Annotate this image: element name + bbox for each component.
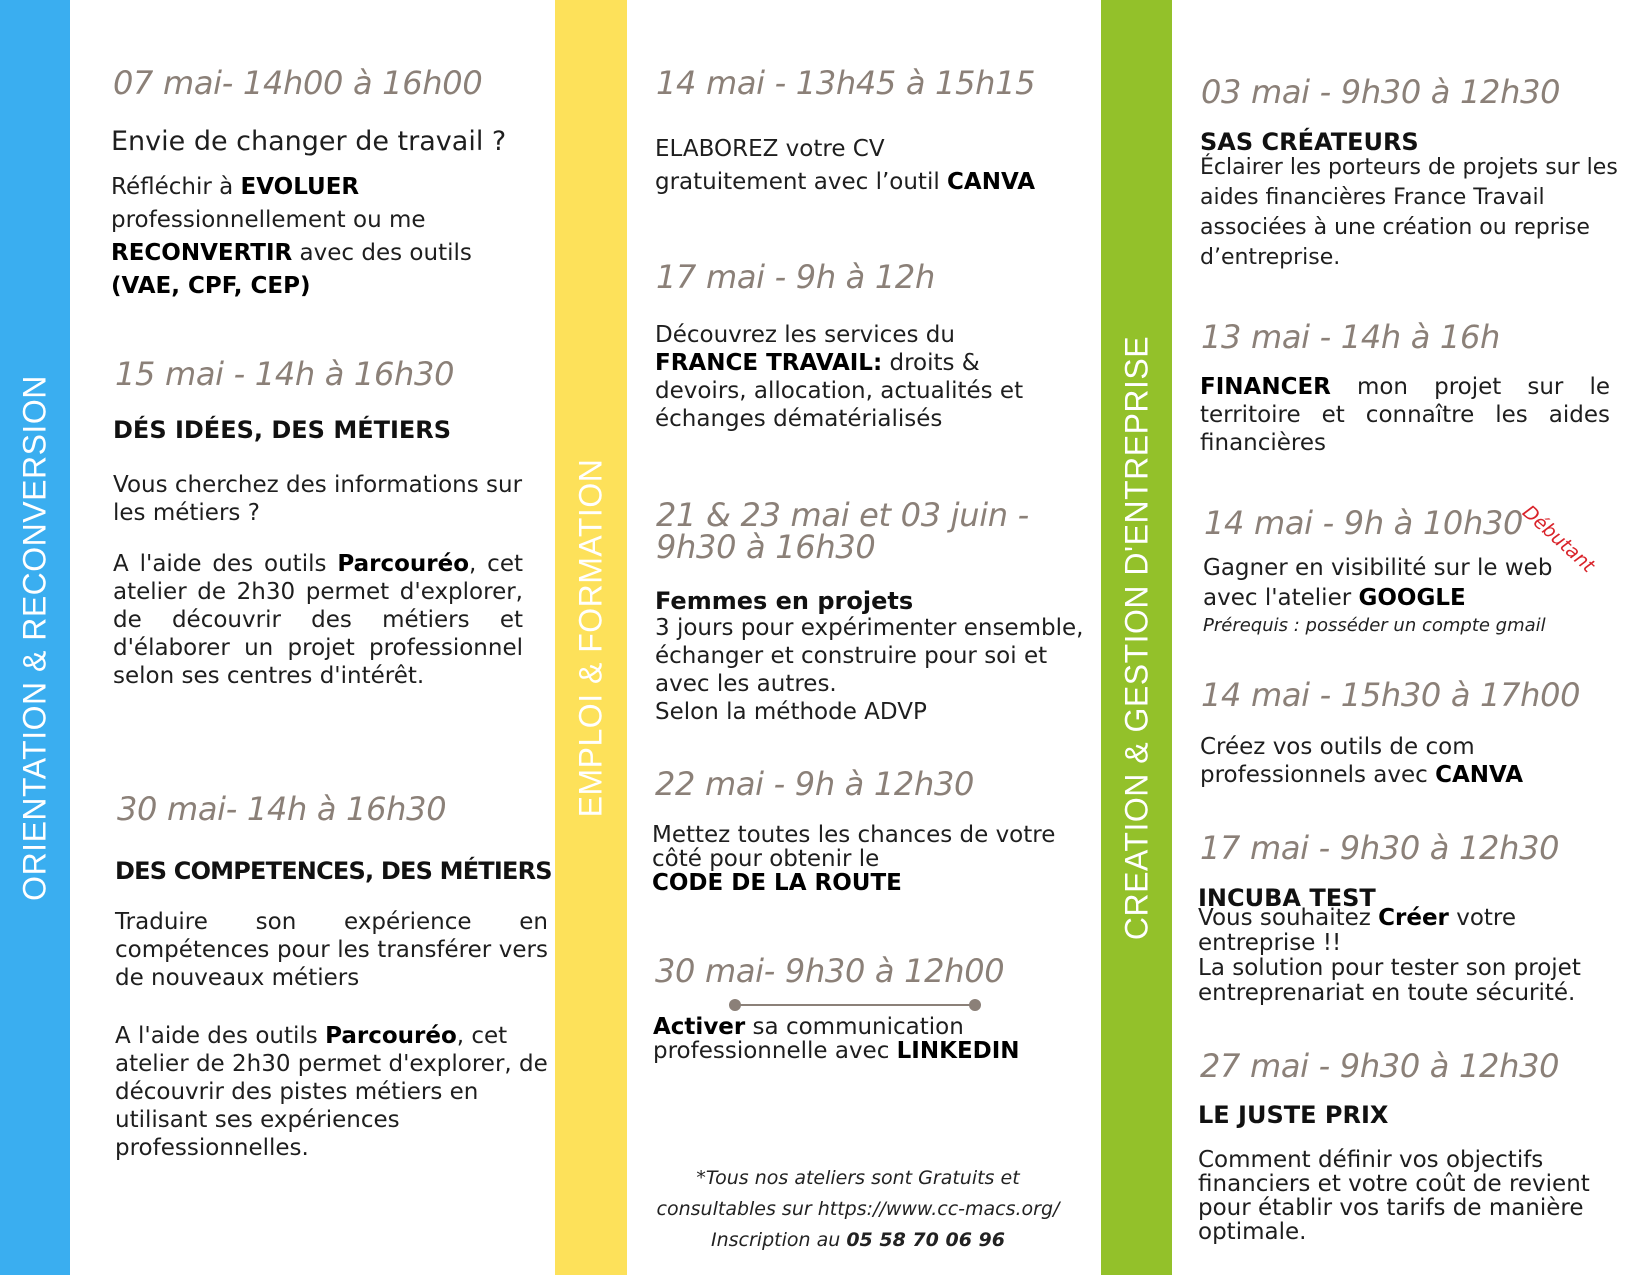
event-date: 14 mai - 13h45 à 15h15: [656, 64, 1036, 102]
event-description: A l'aide des outils Parcouréo, cet atelier de 2h30 permet d'explorer, de découvrir des pistes métiers en utilisant ses expériences professionnelles.: [115, 1023, 548, 1161]
event-title: SAS CRÉATEURS: [1200, 128, 1419, 156]
event-date: 07 mai- 14h00 à 16h00: [113, 64, 483, 102]
event-description: ELABOREZ votre CV gratuitement avec l’outil CANVA: [655, 136, 1036, 195]
event-title: DÉS IDÉES, DES MÉTIERS: [113, 416, 452, 444]
event-date: 17 mai - 9h30 à 12h30: [1200, 829, 1560, 867]
footer-line: *Tous nos ateliers sont Gratuits et: [696, 1167, 1020, 1189]
footer-note: [628, 1163, 1088, 1256]
event-title: DES COMPETENCES, DES MÉTIERS: [115, 857, 552, 885]
event-title: INCUBA TEST: [1198, 884, 1376, 912]
divider-dot: [729, 999, 741, 1011]
event-description: Découvrez les services du FRANCE TRAVAIL: droits & devoirs, allocation, actualités et échanges dématérialisés: [655, 322, 1024, 432]
event-description: Activer sa communication professionnelle avec LINKEDIN: [653, 1014, 1020, 1064]
prerequisite-note: Prérequis : posséder un compte gmail: [1203, 615, 1546, 636]
event-description: Réfléchir à EVOLUER professionnellement ou me RECONVERTIR avec des outils (VAE, CPF, CEP): [111, 174, 472, 299]
event-title: Femmes en projets: [655, 587, 914, 615]
event-description: Vous cherchez des informations sur les métiers ?: [113, 472, 523, 526]
beginner-badge: Débutant: [1518, 501, 1599, 577]
event-date: 30 mai- 14h à 16h30: [117, 790, 447, 828]
footer-line: Inscription au 05 58 70 06 96: [711, 1229, 1005, 1251]
event-date: 13 mai - 14h à 16h: [1201, 318, 1501, 356]
event-description: 3 jours pour expérimenter ensemble, échanger et construire pour soi et avec les autres. Selon la méthode ADVP: [655, 615, 1084, 725]
event-date: 27 mai - 9h30 à 12h30: [1200, 1047, 1560, 1085]
event-date: 9h30 à 16h30: [656, 528, 876, 566]
event-date: 17 mai - 9h à 12h: [656, 258, 935, 296]
phone-number: 05 58 70 06 96: [846, 1229, 1005, 1251]
event-description: Créez vos outils de com professionnels avec CANVA: [1200, 734, 1524, 788]
event-description: Gagner en visibilité sur le web avec l'atelier GOOGLE: [1203, 555, 1553, 611]
event-description: Comment définir vos objectifs financiers et votre coût de revient pour établir vos tarifs de manière optimale.: [1198, 1147, 1590, 1245]
event-date: 15 mai - 14h à 16h30: [115, 355, 455, 393]
band-orientation: [0, 0, 70, 1275]
event-description: Mettez toutes les chances de votre côté pour obtenir le CODE DE LA ROUTE: [652, 822, 1056, 896]
band-creation-label: CREATION & GESTION D'ENTREPRISE: [1118, 335, 1154, 940]
event-date: 22 mai - 9h à 12h30: [655, 765, 975, 803]
event-date: 14 mai - 15h30 à 17h00: [1201, 676, 1581, 714]
event-description: FINANCER mon projet sur le territoire et connaître les aides financières: [1200, 374, 1610, 456]
band-emploi: [555, 0, 627, 1275]
event-date: 03 mai - 9h30 à 12h30: [1201, 73, 1561, 111]
footer-line: consultables sur https://www.cc-macs.org/: [656, 1198, 1060, 1220]
event-date: 14 mai - 9h à 10h30: [1204, 504, 1524, 542]
band-orientation-label: ORIENTATION & RECONVERSION: [16, 374, 53, 901]
event-description: Éclairer les porteurs de projets sur les aides financières France Travail associées à une création ou reprise d’entreprise.: [1200, 155, 1618, 270]
event-date: 21 & 23 mai et 03 juin -: [656, 496, 1029, 534]
divider: [735, 1004, 975, 1006]
band-emploi-label: EMPLOI & FORMATION: [572, 458, 609, 817]
event-date: 30 mai- 9h30 à 12h00: [655, 952, 1005, 990]
event-description: A l'aide des outils Parcouréo, cet atelier de 2h30 permet d'explorer, de découvrir des métiers et d'élaborer un projet professionnel selon ses centres d'intérêt.: [113, 551, 523, 689]
event-description: Vous souhaitez Créer votre entreprise !! La solution pour tester son projet entreprenariat en toute sécurité.: [1198, 905, 1581, 1006]
event-description: Traduire son expérience en compétences pour les transférer vers de nouveaux métiers: [115, 909, 548, 991]
event-title: Envie de changer de travail ?: [111, 126, 507, 157]
divider-dot: [969, 999, 981, 1011]
band-creation: [1101, 0, 1172, 1275]
event-title: LE JUSTE PRIX: [1198, 1101, 1389, 1129]
